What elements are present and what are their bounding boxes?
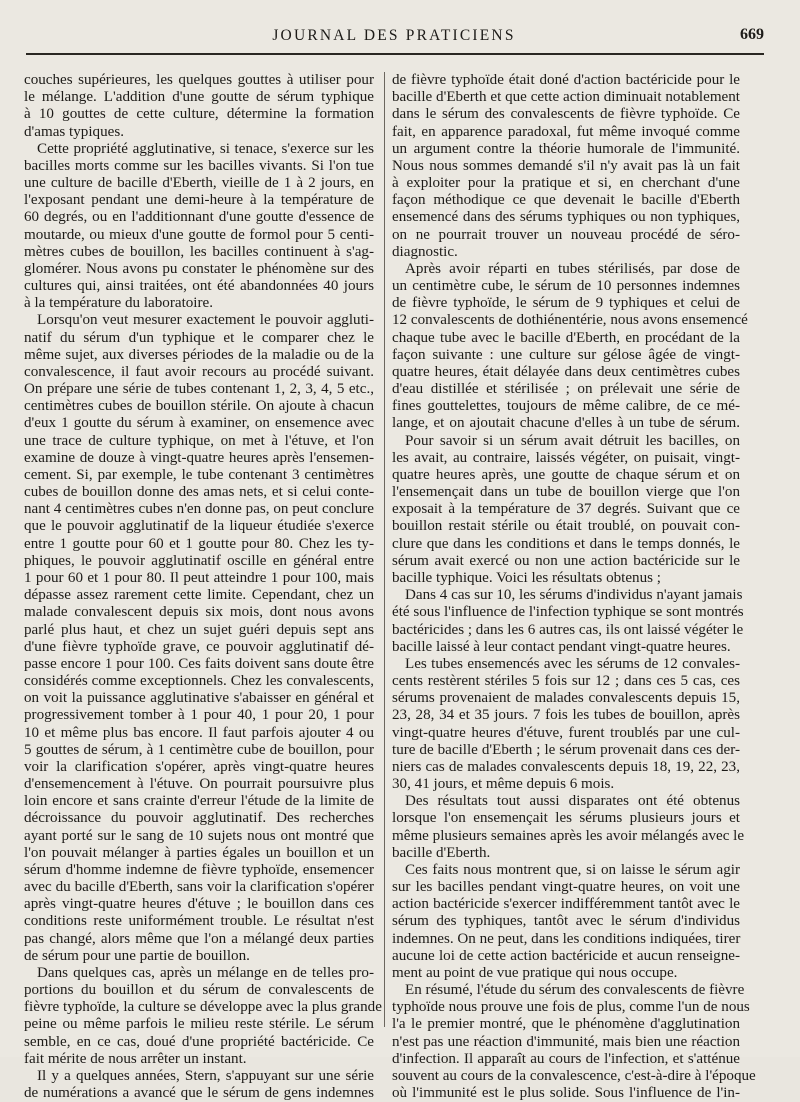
text-line: examine de douze à vingt-quatre heures après l'ensemen- <box>24 449 374 466</box>
text-line: 60 degrés, ou en l'additionnant d'une goutte d'essence de <box>24 209 374 226</box>
text-line: ayant porté sur le sang de 10 sujets nous ont montré que <box>24 827 374 844</box>
text-line: de sérum pour une partie de bouillon. <box>24 947 250 964</box>
text-line: façon méthodique ce que devenait le bacille d'Eberth <box>392 192 740 209</box>
text-line: Des résultats tout aussi disparates ont été obtenus <box>405 793 740 810</box>
text-line: d'infection. Il apparaît au cours de l'infection, et s'atténue <box>392 1050 740 1067</box>
text-line: chaque tube avec le bacille d'Eberth, en procédant de la <box>392 329 740 346</box>
text-line: glomérer. Nous avons pu constater le phénomène sur des <box>24 260 374 277</box>
text-line: cement. Si, par exemple, le tube contenant 3 centimètres <box>24 466 374 483</box>
text-line: convalescence, il faut avoir recours au procédé suivant. <box>24 363 374 380</box>
text-line: bactéricides ; dans les 6 autres cas, ils ont laissé végéter le <box>392 621 744 638</box>
running-title: JOURNAL DES PRATICIENS <box>272 27 516 44</box>
text-line: lange, et on ajoutait chacune d'elles à un tube de sérum. <box>392 415 740 432</box>
text-line: phiques, le pouvoir agglutinatif oscille en général entre <box>24 552 374 569</box>
text-line: 10 et même plus bas encore. Il faut parfois ajouter 4 ou <box>24 724 374 741</box>
text-line: dans le sérum des convalescents de fièvre typhoïde. Ce <box>392 106 740 123</box>
text-line: Il y a quelques années, Stern, s'appuyant sur une série <box>37 1067 374 1084</box>
text-line: bouillon restait stérile ou était troublé, on pouvait con- <box>392 518 740 535</box>
text-line: cents restèrent stériles 5 fois sur 12 ; dans ces 5 cas, ces <box>392 673 740 690</box>
text-line: que le pouvoir agglutinatif de la liqueur étudiée s'exerce <box>24 518 374 535</box>
text-line: Cette propriété agglutinative, si tenace, s'exerce sur les <box>37 140 374 157</box>
text-line: natif du sérum d'un typhique et le comparer chez le <box>24 329 374 346</box>
text-line: 12 convalescents de dothiénentérie, nous avons ensemencé <box>392 312 748 329</box>
text-line: parlé plus haut, et chez un sujet guéri depuis sept ans <box>24 621 374 638</box>
text-line: voir la clarification s'opérer, après vingt-quatre heures <box>24 758 374 775</box>
text-line: centimètres cubes de bouillon stérile. On ajoute à chacun <box>24 398 374 415</box>
text-line: même sujet, aux diverses périodes de la maladie ou de la <box>24 346 374 363</box>
header-rule <box>26 53 764 55</box>
text-line: un centimètre cube, le sérum de 10 personnes indemnes <box>392 278 740 295</box>
text-line: façon suivante : une culture sur gélose âgée de vingt- <box>392 346 740 363</box>
text-line: l'ensemençait dans un tube de bouillon vierge que l'on <box>392 484 740 501</box>
text-line: d'une fièvre typhoïde grave, ce pouvoir agglutinatif dé- <box>24 638 374 655</box>
text-line: Nous nous sommes demandé s'il n'y avait pas là un fait <box>392 157 740 174</box>
text-line: aucune loi de cette action bactéricide et aucun renseigne- <box>392 947 740 964</box>
text-line: action bactéricide s'exercer indifféremment tantôt avec le <box>392 896 740 913</box>
text-line: mètres cubes de bouillon, les bacilles continuent à s'ag- <box>24 243 374 260</box>
text-line: une trace de culture typhique, on met à l'étuve, et l'on <box>24 432 374 449</box>
text-line: l'a le premier montré, que le phénomène d'agglutination <box>392 1016 740 1033</box>
text-line: 5 gouttes de sérum, à 1 centimètre cube de bouillon, pour <box>24 741 374 758</box>
text-line: après vingt-quatre heures d'étuve ; le bouillon dans ces <box>24 896 374 913</box>
text-line: sérum d'homme indemne de fièvre typhoïde, ensemencer <box>24 861 374 878</box>
text-line: à exploiter pour la pratique et si, en cherchant d'une <box>392 175 740 192</box>
text-line: progressivement tomber à 1 pour 40, 1 pour 20, 1 pour <box>24 707 374 724</box>
text-line: Après avoir réparti en tubes stérilisés, par dose de <box>405 260 740 277</box>
text-line: fièvre typhoïde, la culture se développe avec la plus grande <box>24 999 382 1016</box>
text-line: d'eau distillée et stérilisée ; on prélevait une série de <box>392 381 740 398</box>
text-line: Lorsqu'on veut mesurer exactement le pouvoir aggluti- <box>37 312 374 329</box>
text-line: les avait, au contraire, laissés végéter, on puisait, vingt- <box>392 449 740 466</box>
text-line: cubes de bouillon donne des amas nets, et si celui conte- <box>24 484 374 501</box>
text-line: moutarde, ou mieux d'une goutte de formol pour 5 centi- <box>24 226 374 243</box>
text-line: malade convalescent depuis six mois, dont nous avons <box>24 604 374 621</box>
text-line: un argument contre la théorie humorale de l'immunité. <box>392 140 740 157</box>
text-line: diagnostic. <box>392 243 458 260</box>
text-line: Pour savoir si un sérum avait détruit les bacilles, on <box>405 432 740 449</box>
text-line: passe encore 1 pour 100. Ces faits doivent sans doute être <box>24 655 374 672</box>
text-line: dépasse assez rarement cette limite. Cependant, chez un <box>24 587 374 604</box>
text-line: couches supérieures, les quelques gouttes à utiliser pour <box>24 72 374 88</box>
text-line: bacille typhique. Voici les résultats obtenus ; <box>392 569 661 586</box>
text-line: Les tubes ensemencés avec les sérums de 12 convales- <box>405 655 740 672</box>
text-line: d'ensemencement à l'étuve. On pourrait poursuivre plus <box>24 776 374 793</box>
text-line: l'exposant pendant une demi-heure à la température de <box>24 192 374 209</box>
text-line: loin encore et sans crainte d'erreur l'étude de la limite de <box>24 793 374 810</box>
text-line: En résumé, l'étude du sérum des convalescents de fièvre <box>405 982 745 999</box>
text-line: bacille d'Eberth et que cette action diminuait notablement <box>392 89 740 106</box>
left-column <box>24 72 382 1102</box>
text-line: le mélange. L'addition d'une goutte de sérum typhique <box>24 89 374 106</box>
text-line: bacilles morts comme sur les bacilles vivants. Si l'on tue <box>24 157 374 174</box>
text-line: même plusieurs semaines après les avoir mélangés avec le <box>392 827 745 844</box>
text-line: de numérations a avancé que le sérum de gens indemnes <box>24 1085 374 1102</box>
text-line: nant 4 centimètres cubes n'en donne pas, on peut conclure <box>24 501 374 518</box>
text-line: portions du bouillon et du sérum de convalescents de <box>24 982 374 999</box>
text-line: ment au point de vue pratique qui nous occupe. <box>392 964 678 981</box>
text-line: à la température du laboratoire. <box>24 295 213 312</box>
text-line: on voit la puissance agglutinative s'abaisser en général et <box>24 690 374 707</box>
right-column <box>392 72 756 1102</box>
text-line: été sous l'influence de l'infection typhique se sont montrés <box>392 604 744 621</box>
text-line: décroissance du pouvoir agglutinatif. Des recherches <box>24 810 374 827</box>
text-line: on ne pourrait trouver un nouveau procédé de séro- <box>392 226 740 243</box>
text-line: lorsque l'on ensemençait les sérums plusieurs jours et <box>392 810 740 827</box>
page-number: 669 <box>740 26 764 43</box>
text-line: de fièvre typhoïde était doné d'action bactéricide pour le <box>392 72 740 88</box>
text-line: de fièvre typhoïde, le sérum de 9 typhiques et celui de <box>392 295 740 312</box>
text-line: entre 1 goutte pour 60 et 1 goutte pour 80. Chez les ty- <box>24 535 374 552</box>
text-line: à 10 gouttes de cette culture, détermine la formation <box>24 106 374 123</box>
text-line: conditions reste uniformément trouble. Le résultat n'est <box>24 913 374 930</box>
text-line: bacille laissé à leur contact pendant vingt-quatre heures. <box>392 638 731 655</box>
text-line: ture de bacille d'Eberth ; le sérum provenait dans ces der- <box>392 741 740 758</box>
text-line: fines gouttelettes, toujours de même calibre, de ce mé- <box>392 398 740 415</box>
text-line: fait mérite de nous arrêter un instant. <box>24 1050 247 1067</box>
text-line: d'amas typiques. <box>24 123 124 140</box>
text-line: semble, en ce cas, doué d'une propriété bactéricide. Ce <box>24 1033 374 1050</box>
text-line: une culture de bacille d'Eberth, vieille de 1 à 2 jours, en <box>24 175 374 192</box>
text-line: indemnes. On ne peut, dans les conditions indiquées, tirer <box>392 930 741 947</box>
text-line: vingt-quatre heures d'étuve, furent troublés par une cul- <box>392 724 740 741</box>
text-line: Dans quelques cas, après un mélange en de telles pro- <box>37 964 374 981</box>
text-line: l'on pouvait mélanger à parties égales un bouillon et un <box>24 844 374 861</box>
text-line: 23, 28, 34 et 35 jours. 7 fois les tubes de bouillon, après <box>392 707 740 724</box>
text-line: niers cas de malades convalescents depuis 18, 19, 22, 23, <box>392 758 740 775</box>
text-line: souvent au cours de la convalescence, c'est-à-dire à l'époque <box>392 1067 756 1084</box>
text-line: considérés comme exceptionnels. Chez les convalescents, <box>24 673 374 690</box>
text-line: fait, en apparence paradoxal, fut même invoqué comme <box>392 123 740 140</box>
column-divider <box>384 72 385 1027</box>
text-line: avec du bacille d'Eberth, sans voir la clarification s'opérer <box>24 879 374 896</box>
text-line: quatre heures après, une goutte de chaque sérum et on <box>392 466 740 483</box>
text-line: sur les bacilles pendant vingt-quatre heures, on voit une <box>392 879 740 896</box>
text-line: peine ou même parfois le milieu reste stérile. Le sérum <box>24 1016 374 1033</box>
text-line: 30, 41 jours, et même depuis 6 mois. <box>392 776 615 793</box>
text-line: clure que dans les conditions et dans le temps donnés, le <box>392 535 740 552</box>
text-line: ensemencé dans des sérums typhiques ou non typhiques, <box>392 209 740 226</box>
text-line: n'est pas une réaction d'immunité, mais bien une réaction <box>392 1033 740 1050</box>
text-line: On prépare une série de tubes contenant 1, 2, 3, 4, 5 etc., <box>24 381 374 398</box>
text-line: exposait à la température de 37 degrés. Suivant que ce <box>392 501 740 518</box>
text-line: pas changé, alors même que l'on a mélangé deux parties <box>24 930 374 947</box>
text-line: 1 pour 60 et 1 pour 80. Il peut atteindre 1 pour 100, mais <box>24 569 374 586</box>
text-line: typhoïde nous prouve une fois de plus, comme l'un de nous <box>392 999 750 1016</box>
page-header <box>24 22 764 48</box>
text-line: sérums provenaient de malades convalescents depuis 15, <box>392 690 740 707</box>
text-line: bacille d'Eberth. <box>392 844 491 861</box>
text-line: où l'immunité est le plus solide. Sous l'influence de l'in- <box>392 1085 740 1102</box>
text-line: d'eux 1 goutte du sérum à examiner, on ensemence avec <box>24 415 374 432</box>
text-line: sérum des typhiques, tantôt avec le sérum d'individus <box>392 913 740 930</box>
text-line: quatre heures, était délayée dans deux centimètres cubes <box>392 363 740 380</box>
text-line: Dans 4 cas sur 10, les sérums d'individus n'ayant jamais <box>405 587 743 604</box>
text-line: cultures qui, ainsi traitées, ont été abandonnées 40 jours <box>24 278 374 295</box>
text-line: sérum avait exercé ou non une action bactéricide sur le <box>392 552 740 569</box>
text-line: Ces faits nous montrent que, si on laisse le sérum agir <box>405 861 740 878</box>
